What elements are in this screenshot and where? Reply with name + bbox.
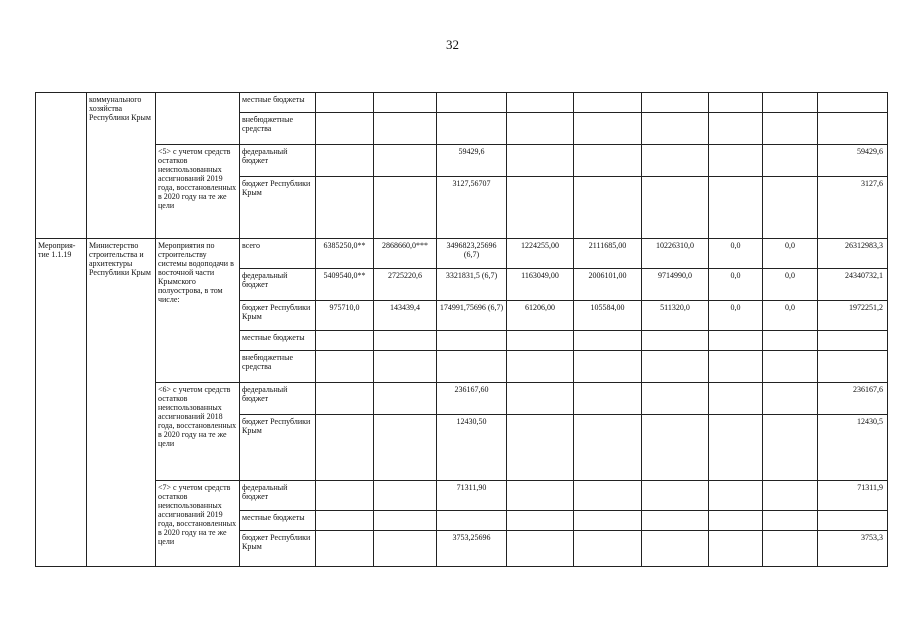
total-cell: 24340732,1 [818,269,888,301]
value-cell: 3753,25696 [437,531,507,567]
value-cell: 1163049,00 [507,269,574,301]
table-row [36,239,888,269]
source-label: федеральный бюджет [240,269,316,301]
value-cell: 59429,6 [437,145,507,177]
executor-cell: Министерство строительства и архитектуры Республики Крым [87,239,156,567]
value-cell: 2006101,00 [574,269,642,301]
description-cell [156,93,240,145]
value-cell: 0,0 [763,239,818,269]
total-cell: 1972251,2 [818,301,888,331]
source-label: бюджет Республики Крым [240,177,316,239]
note-cell: <5> с учетом средств остатков неиспользованных ассигнований 2019 года, восстановленных в 2020 году на те же цели [156,145,240,239]
value-cell: 9714990,0 [642,269,709,301]
value-cell: 511320,0 [642,301,709,331]
value-cell: 143439,4 [374,301,437,331]
value-cell: 3127,56707 [437,177,507,239]
total-cell: 26312983,3 [818,239,888,269]
value-cell: 2111685,00 [574,239,642,269]
value-cell: 0,0 [763,269,818,301]
value-cell: 0,0 [709,269,763,301]
value-cell: 1224255,00 [507,239,574,269]
table-row [36,93,888,113]
source-label: федеральный бюджет [240,481,316,511]
total-cell: 71311,9 [818,481,888,511]
table-row [36,481,888,511]
value-cell: 236167,60 [437,383,507,415]
value-cell: 975710,0 [316,301,374,331]
value-cell: 71311,90 [437,481,507,511]
value-cell: 3496823,25696 (6,7) [437,239,507,269]
total-cell: 12430,5 [818,415,888,481]
source-label: всего [240,239,316,269]
value-cell: 61206,00 [507,301,574,331]
total-cell: 3753,3 [818,531,888,567]
total-cell: 236167,6 [818,383,888,415]
source-label: внебюджетные средства [240,351,316,383]
value-cell: 2725220,6 [374,269,437,301]
total-cell: 3127,6 [818,177,888,239]
table-row [36,145,888,177]
value-cell: 0,0 [709,239,763,269]
source-label: федеральный бюджет [240,383,316,415]
event-code-cell: Мероприя-тие 1.1.19 [36,239,87,567]
source-label: бюджет Республики Крым [240,415,316,481]
value-cell: 10226310,0 [642,239,709,269]
value-cell: 3321831,5 (6,7) [437,269,507,301]
note-cell: <6> с учетом средств остатков неиспользованных ассигнований 2018 года, восстановленных в 2020 году на те же цели [156,383,240,481]
program-funding-table [35,92,888,567]
source-label: бюджет Республики Крым [240,301,316,331]
value-cell: 0,0 [763,301,818,331]
value-cell: 105584,00 [574,301,642,331]
value-cell: 12430,50 [437,415,507,481]
source-label: местные бюджеты [240,511,316,531]
source-label: местные бюджеты [240,331,316,351]
value-cell: 174991,75696 (6,7) [437,301,507,331]
total-cell: 59429,6 [818,145,888,177]
value-cell: 5409540,0** [316,269,374,301]
source-label: внебюджетные средства [240,113,316,145]
executor-cell: коммунального хозяйства Республики Крым [87,93,156,239]
value-cell: 6385250,0** [316,239,374,269]
source-label: федеральный бюджет [240,145,316,177]
source-label: бюджет Республики Крым [240,531,316,567]
page-number: 32 [446,37,459,52]
event-code-cell [36,93,87,239]
note-cell: <7> с учетом средств остатков неиспользованных ассигнований 2019 года, восстановленных в 2020 году на те же цели [156,481,240,567]
value-cell: 0,0 [709,301,763,331]
value-cell: 2868660,0*** [374,239,437,269]
table-row [36,383,888,415]
description-cell: Мероприятия по строительству системы водоподачи в восточной части Крымского полуострова, в том числе: [156,239,240,383]
source-label: местные бюджеты [240,93,316,113]
